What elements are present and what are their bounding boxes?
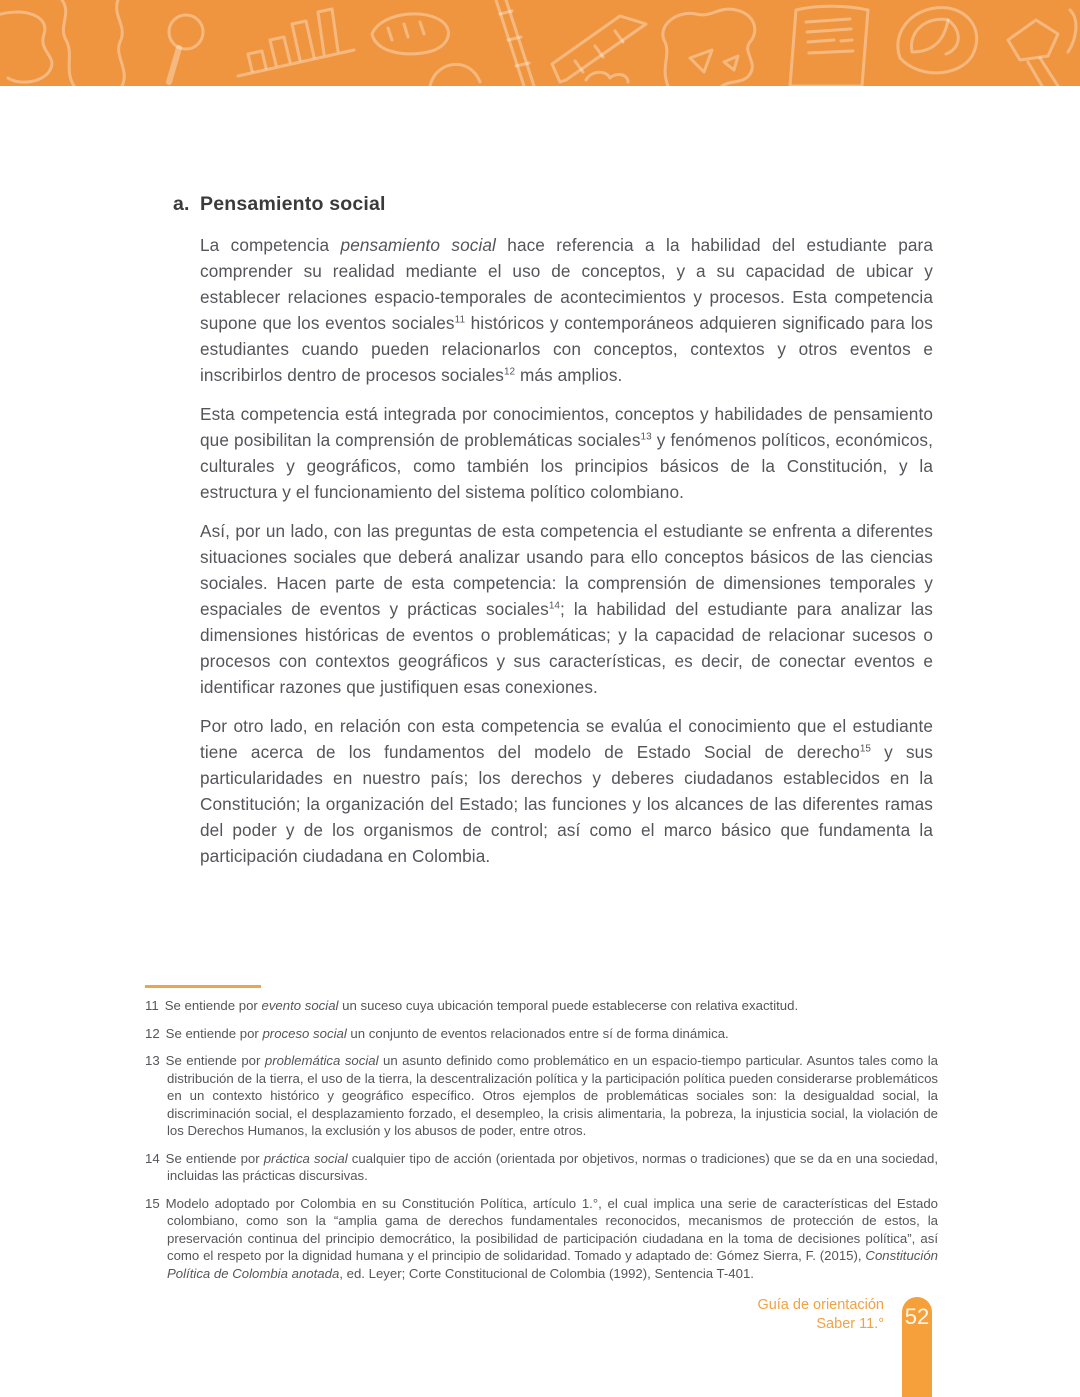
footnote-text: Se entiende por práctica social cualquier tipo de acción (orientada por objetivos, normas o tradiciones) que se da en una sociedad, incluidas las prácticas discursivas.: [165, 1150, 938, 1183]
footnote-divider: [145, 985, 261, 988]
bar-chart-icon: [238, 9, 354, 76]
page-number-tab: [902, 1297, 932, 1397]
bread-icon: [372, 14, 449, 54]
footer-guide-title: [757, 1296, 884, 1334]
footer-line-2: Saber 11.°: [816, 1316, 884, 1332]
footer-line-1: Guía de orientación: [757, 1297, 884, 1313]
footnotes-section: [145, 985, 938, 1292]
page-number: 52: [904, 1304, 930, 1329]
arch-icon: [430, 64, 480, 86]
footnote-11: [145, 997, 938, 1015]
body-paragraphs: [200, 232, 933, 869]
footnote-number: 12: [145, 1025, 160, 1041]
paragraph-3: Así, por un lado, con las preguntas de esta competencia el estudiante se enfrenta a diferentes situaciones sociales que deberá analizar usando para ello conceptos básicos de las ciencias sociales. Hacen parte de esta competencia: la comprensión de dimensiones temporales y espaciales de eventos y prácticas sociales$^{14}$; la habilidad del estudiante para analizar las dimensiones históricas de eventos o problemáticas; y la capacidad de relacionar sucesos o procesos con contextos geográficos y sus características, es decir, de conectar eventos e identificar razones que justifiquen esas conexiones.: [200, 521, 933, 697]
footnote-number: 13: [145, 1053, 160, 1068]
footnote-number: 14: [145, 1150, 160, 1166]
leaf-pie-icon: [898, 8, 977, 73]
paragraph-4: Por otro lado, en relación con esta competencia se evalúa el conocimiento que el estudiante tiene acerca de los fundamentos del modelo de Estado Social de derecho$^{15}$ y sus particularidades en nuestro país; los derechos y deberes ciudadanos establecidos en la Constitución; la organización del Estado; las funciones y los alcances de las diferentes ramas del poder y de los organismos de control; así como el marco básico que fundamenta la participación ciudadana en Colombia.: [200, 716, 933, 866]
map-outline-icon: [0, 0, 124, 86]
paragraph-2: Esta competencia está integrada por conocimientos, conceptos y habilidades de pensamiento que posibilitan la comprensión de problemáticas sociales$^{13}$ y fenómenos políticos, económicos, culturales y geográficos, como también los principios básicos de la Constitución, y la estructura y el funcionamiento del sistema político colombiano.: [200, 404, 933, 502]
main-content: [173, 193, 935, 869]
footnote-13: [145, 1052, 938, 1140]
footnote-14: [145, 1150, 938, 1185]
landmass-map-icon: [663, 9, 755, 86]
footnote-number: 11: [145, 998, 159, 1013]
footnote-12: [145, 1025, 938, 1043]
footnote-text: Se entiende por evento social un suceso cuya ubicación temporal puede establecerse con relativa exactitud.: [164, 998, 799, 1013]
footnote-15: [145, 1195, 938, 1283]
squiggle-icon: [586, 72, 628, 82]
lined-document-icon: [790, 6, 868, 86]
paragraph-1: La competencia pensamiento social hace referencia a la habilidad del estudiante para comprender su realidad mediante el uso de conceptos, y a su capacidad de ubicar y establecer relaciones espacio-temporales de acontecimientos y procesos. Esta competencia supone que los eventos sociales$^{11}$ históricos y contemporáneos adquieren significado para los estudiantes cuando pueden relacionarlos con conceptos, contextos y otros eventos e inscribirlos dentro de procesos sociales$^{12}$ más amplios.: [200, 235, 934, 385]
magnifier-icon: [169, 15, 203, 82]
footnote-text: Se entiende por proceso social un conjunto de eventos relacionados entre sí de forma dinámica.: [165, 1025, 729, 1041]
footnote-text: Se entiende por problemática social un asunto definido como problemático en un espacio-tiempo particular. Asuntos tales como la distribución de la tierra, el uso de la tierra, la descentralización política y la participación política pueden considerarse problemáticos en un contexto histórico y geográfico específico. Otros ejemplos de problemáticas sociales son: la desigualdad social, la discriminación social, el desplazamiento forzado, el desempleo, la crisis alimentaria, la pobreza, la injusticia social, la violación de los Derechos Humanos, la exclusión y los abusos de poder, entre otros.: [165, 1053, 938, 1138]
section-heading-title: Pensamiento social: [200, 193, 386, 215]
footnote-number: 15: [145, 1195, 160, 1211]
footnote-text: Modelo adoptado por Colombia en su Constitución Política, artículo 1.°, el cual implica una serie de características del Estado colombiano, como son la “amplia gama de derechos fundamentales reconocidos, mecanismos de protección de estos, la preservación continua del principio democrático, la posibilidad de participación ciudadana en la toma de decisiones política”, así como el respeto por la dignidad humana y el principio de solidaridad. Tomado y adaptado de: Gómez Sierra, F. (2015), Constitución Política de Colombia anotada, ed. Leyer; Corte Constitucional de Colombia (1992), Sentencia T-401.: [165, 1195, 938, 1281]
pole-icon: [496, 0, 534, 86]
header-doodles: [0, 0, 1080, 86]
axe-tool-icon: [1008, 10, 1076, 86]
section-heading-prefix: a.: [173, 193, 190, 215]
header-band: [0, 0, 1080, 86]
section-heading: [173, 193, 935, 216]
